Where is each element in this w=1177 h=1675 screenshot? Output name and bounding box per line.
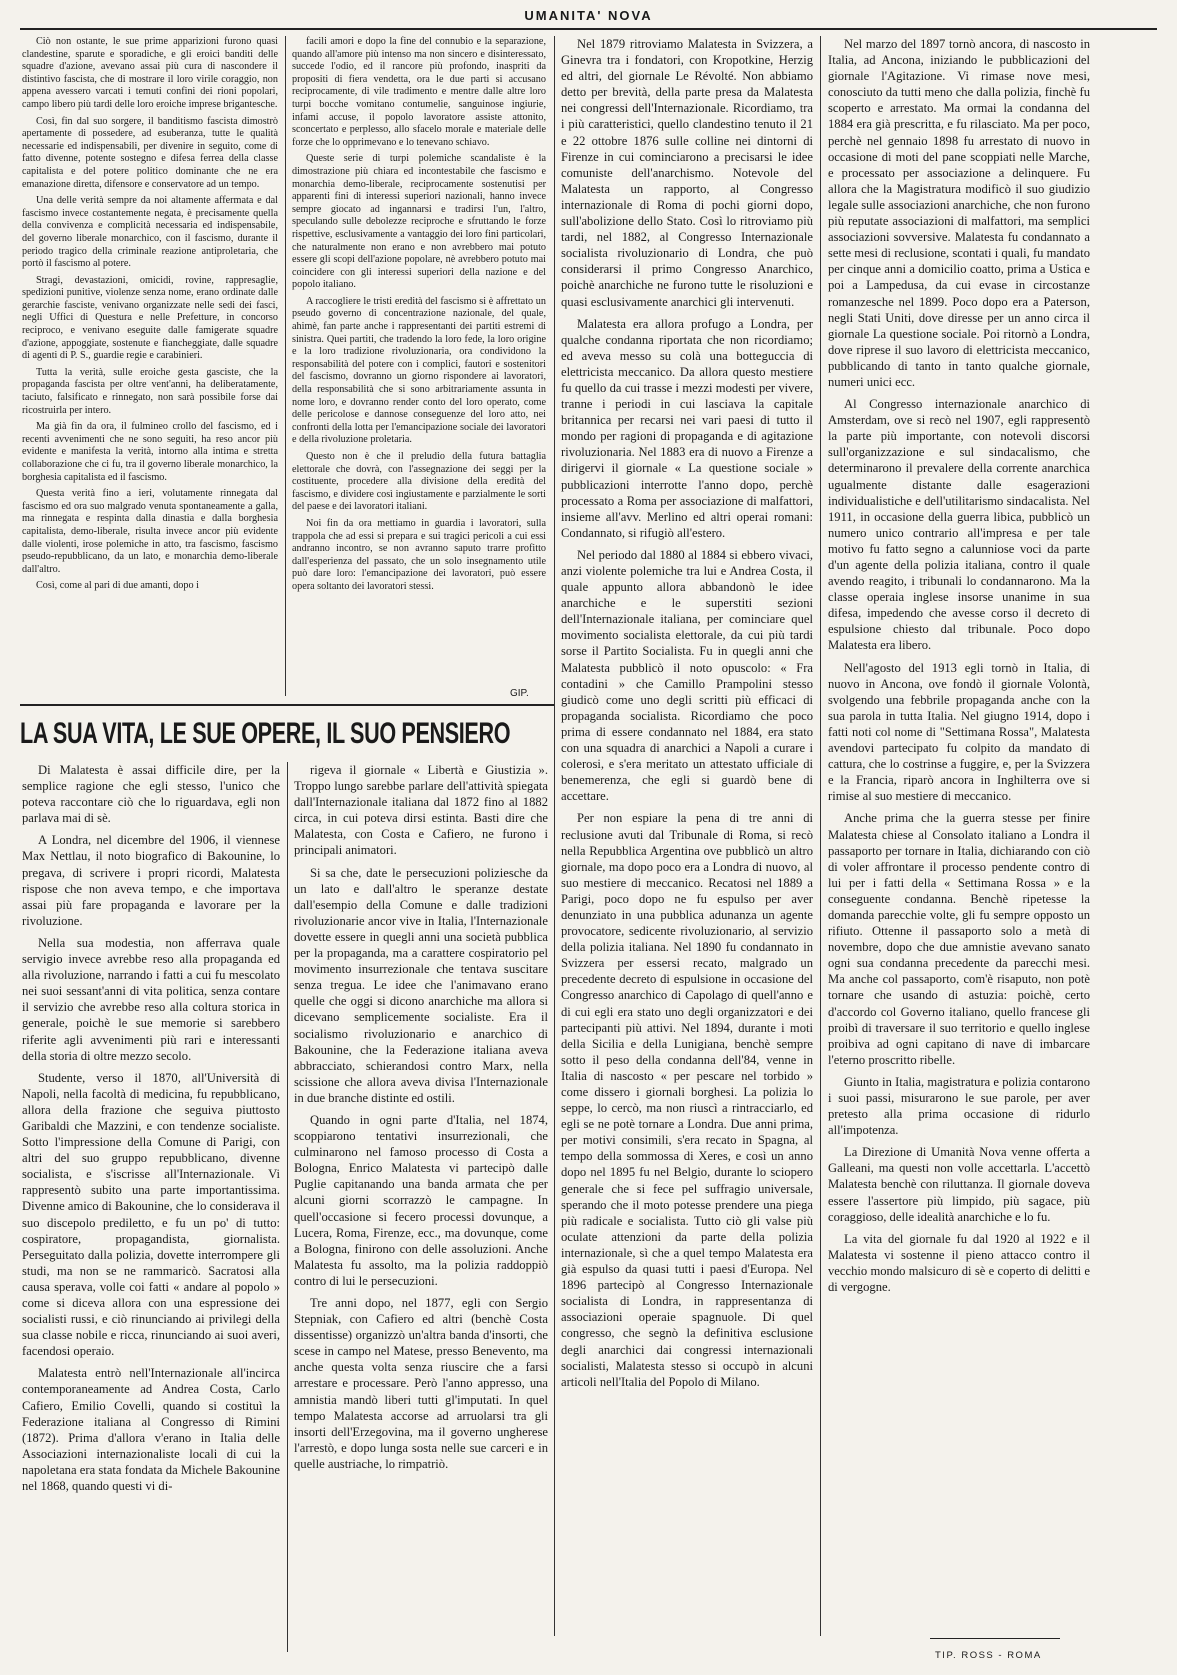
paragraph: Ciò non ostante, le sue prime apparizioni furono quasi clandestine, sparute e sporadiche, e gli eroici banditi delle squadre d'azione, avevano assai più cura di nascondere il distintivo fascista, che di mostrare il loro virile coraggio, non appena avessero varcati i temuti confini dei rioni popolari, campo libero più tardi delle loro eroiche imprese brigantesche. [22, 36, 278, 110]
paragraph: Così, fin dal suo sorgere, il banditismo fascista dimostrò apertamente di possedere, ad esuberanza, tutte le qualità necessarie ed indispensabili, per divenire in seguito, come di fatto divenne, potente sostegno e difesa ferrea della classe capitalista e del potere politico dominante che ne era emanazione diretta, difensore e conservatore ad un tempo. [22, 115, 278, 190]
paragraph: facili amori e dopo la fine del connubio e la separazione, quando all'amore più intenso ma non sincero e disinteressato, succede l'odio, ed il rancore più profondo, inaspriti da propositi di fiera vendetta, ora le due parti si accusano reciprocamente, di vile tradimento e mentre dalle altre loro turpi bocche vomitano contumelie, sanguinose ingiurie, infami accuse, il popolo lavoratore assiste attonito, sconcertato e perplesso, allo sfacelo morale e materiale delle forze che lo opprimevano e lo tenevano schiavo. [292, 36, 546, 148]
column-rule [287, 762, 288, 1652]
paragraph: Queste serie di turpi polemiche scandaliste è la dimostrazione più chiara ed incontestabile che fascismo e monarchia demo-liberale, reciprocamente sostenutisi per apparenti fini di interessi superiori nazionali, hanno invece sempre giocato ad ingannarsi e tradirsi l'un, l'altro, speculando sulle debolezze reciproche e sfruttando le forze rispettive, esclusivamente a vantaggio dei loro fini particolari, che naturalmente non erano e non avrebbero mai potuto essere gli scopi dell'azione popolare, nè avrebbero potuto mai coincidere con gli interessi superiori della nazione e del popolo italiano. [292, 153, 546, 291]
main-article-column-4 [828, 36, 1090, 1636]
paragraph: Giunto in Italia, magistratura e polizia contarono i suoi passi, misurarono le sue parole, per aver pretesto alla prima occasione di ridurlo all'impotenza. [828, 1074, 1090, 1138]
newspaper-title: UMANITA' NOVA [524, 8, 653, 23]
column-rule [285, 36, 286, 696]
top-article-column-1 [22, 36, 278, 688]
paragraph: Nel marzo del 1897 tornò ancora, di nascosto in Italia, ad Ancona, iniziando le pubblicazioni del giornale l'Agitazione. Vi rimase nove mesi, conosciuto da tutti meno che dalla polizia, finchè fu scoperto e arrestato. Ma ormai la condanna del 1884 era già prescritta, e fu rilasciato. Ma per poco, perchè nel gennaio 1898 fu arrestato di nuovo in occasione di moti del pane scoppiati nelle Marche, e processato per associazione a delinquere. Fu allora che la Magistratura modificò il suo giudizio legale sulle associazioni anarchiche, che non furono più reputate associazioni di malfattori, ma semplici associazioni sovversive. Malatesta fu condannato a sette mesi di reclusione, scontati i quali, fu mandato per cinque anni a domicilio coatto, prima a Ustica e poi a Lampedusa, da cui evase in circostanze romanzesche nel 1899. Poco dopo era a Paterson, negli Stati Uniti, dove diresse per un anno circa il giornale La questione sociale. Poi ritornò a Londra, dove riprese il suo lavoro di elettricista meccanico, pubblicando di tanto in tanto qualche giornale, numeri unici ecc. [828, 37, 1090, 389]
column-rule [820, 36, 821, 1636]
paragraph: Di Malatesta è assai difficile dire, per la semplice ragione che egli stesso, l'unico che poteva raccontare ciò che lo riguardava, egli non parlava mai di sè. [22, 763, 280, 826]
article-signature: GIP. [510, 688, 529, 699]
paragraph: Stragi, devastazioni, omicidi, rovine, rappresaglie, spedizioni punitive, violenze senza nome, erano ordinate dalle gerarchie fasciste, venivano organizzate nelle sedi dei fasci, negli Uffici di Questura e nelle Prefetture, in concorso reciproco, e venivano eseguite dalle famigerate squadre d'azione, appoggiate, sostenute e fiancheggiate, dalle squadre di agenti di P. S., guardie regie e carabinieri. [22, 274, 278, 362]
end-rule [930, 1638, 1060, 1639]
section-rule [20, 704, 555, 706]
paragraph: Si sa che, date le persecuzioni poliziesche da un lato e dall'altro le speranze destate dall'esempio della Comune e dalle tradizioni rivoluzionarie ancor vive in Italia, l'Internazionale dovette essere in quegli anni una società pubblica per la propaganda, ma a carattere cospiratorio pel movimento insurrezionale che tentava suscitare senza tregua. Le idee che l'animavano erano quelle che oggi si dicono anarchiche ma allora si dicevano semplicemente socialiste. Era il socialismo rivoluzionario e anarchico di Bakounine, che la Federazione italiana aveva abbracciato, schierandosi contro Marx, nella scissione che allora aveva divisa l'Internazionale in due branche distinte ed ostili. [294, 865, 548, 1105]
paragraph: Quando in ogni parte d'Italia, nel 1874, scoppiarono tentativi insurrezionali, che culminarono nel famoso processo di Costa a Bologna, Enrico Malatesta vi partecipò dalle Puglie capitanando una banda armata che per alcuni giorni scorrazzò le campagne. In quell'occasione si fecero processi dovunque, a Lucera, Roma, Firenze, ecc., ma dovunque, come a Bologna, finirono con delle assoluzioni. Anche Malatesta fu assolto, ma la polizia raddoppiò contro di lui le persecuzioni. [294, 1112, 548, 1288]
top-article-column-2 [292, 36, 546, 688]
paragraph: Nel 1879 ritroviamo Malatesta in Svizzera, a Ginevra tra i fondatori, con Kropotkine, Herzig ed altri, del giornale Le Révolté. Non abbiamo detto per brevità, della parte presa da Malatesta nei congressi dell'Internazionale. Ricordiamo, tra i più caratteristici, quello clandestino tenuto il 21 e 22 ottobre 1876 sulle colline nei dintorni di Firenze in cui cominciarono a precisarsi le idee comuniste dell'anarchismo. Notevole del Malatesta un rapporto, al Congresso internazionale di Roma di pochi giorni dopo, sull'abolizione dello Stato. Così lo ritroviamo più tardi, nel 1882, al Congresso Internazionale socialista rivoluzionario di Londra, che può considerarsi il primo Congresso Anarchico, poichè anarchiche ne furono tutte le risoluzioni e quasi esclusivamente anarchici gli intervenuti. [561, 37, 813, 309]
paragraph: Questo non è che il preludio della futura battaglia elettorale che dovrà, con l'assegnazione dei seggi per la costituente, procedere alla divisione della eredità del fascismo, e dividere così ingiustamente e parzialmente le sorti del paese e dei lavoratori italiani. [292, 451, 546, 513]
paragraph: Una delle verità sempre da noi altamente affermata e dal fascismo invece costantemente negata, è precisamente quella della convivenza e complicità necessaria ed indispensabile, del governo liberale monarchico, con il fascismo, durante il periodo tragico della criminale reazione antiproletaria, che portò il fascismo al potere. [22, 195, 278, 270]
paragraph: Malatesta era allora profugo a Londra, per qualche condanna riportata che non ricordiamo; ed aveva messo su colà una botteguccia di elettricista meccanico. Da allora questo mestiere fu quello da cui trasse i mezzi modesti per vivere, tranne i periodi in cui lasciava la capitale britannica per recarsi nei vari paesi di tutto il mondo per ragioni di propaganda e di agitazione rivoluzionaria. Nel 1883 era di nuovo a Firenze a dirigervi il giornale « La questione sociale » pubblicazioni interrotte l'anno dopo, perchè processato a Roma per associazione di malfattori, insieme all'avv. Merlino ed altri operai romani: Condannato, si rifugiò all'estero. [561, 316, 813, 540]
main-article-column-3 [561, 36, 813, 1652]
paragraph: Anche prima che la guerra stesse per finire Malatesta chiese al Consolato italiano a Londra il passaporto per tornare in Italia, dichiarando con ciò di voler affrontare il processo pendente contro di lui per i fatti della « Settimana Rossa » e la conseguente condanna. Benchè ripetesse la domanda parecchie volte, gli fu sempre opposto un rifiuto. Ottenne il passaporto solo a metà di novembre, dopo che due amnistie avevano sanato ogni sua condanna precedente da parecchi mesi. Ma anche col passaporto, com'è risaputo, non potè tornare che usando di astuzia: poichè, certo d'accordo col Governo italiano, quello francese gli proibì di traversare il suo territorio e quello inglese proibiva ad ogni capitano di nave di imbarcare l'eterno proscritto ribelle. [828, 811, 1090, 1067]
paragraph: Nella sua modestia, non afferrava quale servigio invece avrebbe reso alla propaganda ed alla rivoluzione, narrando i fatti a cui fu mescolato nei suoi sessant'anni di vita politica, senza contare il servizio che avrebbe reso alla coltura storica in generale, poichè le sue memorie si sarebbero riferite agli avvenimenti più rari e interessanti della storia di oltre mezzo secolo. [22, 935, 280, 1063]
paragraph: Tutta la verità, sulle eroiche gesta gasciste, che la propaganda fascista per oltre vent'anni, ha deliberatamente, taciuto, falsificato e rinnegato, non sarà possibile forse dai ricostruirla per intero. [22, 366, 278, 416]
paragraph: Tre anni dopo, nel 1877, egli con Sergio Stepniak, con Cafiero ed altri (benchè Costa dissentisse) organizzò un'altra banda d'insorti, che scese in campo nel Matese, presso Benevento, ma anche questa volta senza riuscire che a farsi arrestare e processare. Però l'anno appresso, una amnistia mandò liberi tutti gl'imputati. In quel tempo Malatesta accorse ad arruolarsi tra gli insorti dell'Erzegovina, ma il governo ungherese l'arrestò, e dopo lunga sosta nelle sue carceri e in quelle austriache, lo rimpatriò. [294, 1296, 548, 1471]
main-headline: LA SUA VITA, LE SUE OPERE, IL SUO PENSIERO [20, 717, 511, 750]
paragraph: Così, come al pari di due amanti, dopo i [36, 580, 199, 592]
paragraph: rigeva il giornale « Libertà e Giustizia ». Troppo lungo sarebbe parlare dell'attività spiegata dall'Internazionale italiana dal 1872 fino al 1882 circa, in cui poteva dirsi estinta. Basti dire che Malatesta, con Costa e Cafiero, ne furono i principali animatori. [294, 763, 548, 858]
paragraph: Ma già fin da ora, il fulmineo crollo del fascismo, ed i recenti avvenimenti che ne sono seguiti, ha reso ancor più evidente e manifesta la verità, intorno alla intima e stretta collaborazione che ci fu, tra il governo liberale monarchico, la borghesia capitalista ed il fascismo. [22, 421, 278, 483]
paragraph: Questa verità fino a ieri, volutamente rinnegata dal fascismo ed ora suo malgrado venuta spontaneamente a galla, ma rinnegata e respinta dalla dinastia e dalla borghesia capitalista, demo-liberale, risulta invece ancor più evidente dalle violenti, irose polemiche in atto, tra fascismo, fascismo pseudo-repubblicano, da un lato, e monarchia demo-liberale dall'altro. [22, 488, 278, 575]
main-article-column-2 [294, 762, 548, 1652]
paragraph: A raccogliere le tristi eredità del fascismo si è affrettato un pseudo governo di concentrazione nazionale, del quale, ahimè, fan parte anche i rappresentanti dei partiti estremi di sinistra. Quei partiti, che tradendo la loro fede, la loro origine e la loro tradizione rivoluzionaria, ora condividono la responsabilità del potere con i complici, fautori e sostenitori del fascismo, dovranno un giorno rispondere ai lavoratori, della responsabilità che si sono arbitrariamente assunta in nome loro, e dovranno render conto del loro operato, come delle pericolose e dannose conseguenze del loro atto, nei confronti della lotta per l'emancipazione sociale dei lavoratori e della rivoluzione proletaria. [292, 295, 546, 446]
paragraph: La vita del giornale fu dal 1920 al 1922 e il Malatesta vi sostenne il pieno attacco contro il vecchio mondo malsicuro di sè e coperto di delitti e di vergogne. [828, 1231, 1090, 1295]
paragraph: Nell'agosto del 1913 egli tornò in Italia, di nuovo in Ancona, ove fondò il giornale Volontà, svolgendo una febbrile propaganda anche con la sua parola in tutta Italia. Nel giugno 1914, dopo i fatti noti col nome di "Settimana Rossa", Malatesta avendovi partecipato fu colpito da mandato di cattura, che lo costrinse a fuggire, e, per la Svizzera e la Francia, riparò ancora in Inghilterra ove si rimise al suo mestiere di meccanico. [828, 660, 1090, 804]
paragraph: La Direzione di Umanità Nova venne offerta a Galleani, ma questi non volle accettarla. L'accettò Malatesta benchè con riluttanza. Il giornale doveva essere l'assertore più limpido, più sagace, più coraggioso, delle idealità anarchiche e lo fu. [828, 1145, 1090, 1224]
paragraph: Noi fin da ora mettiamo in guardia i lavoratori, sulla trappola che ad essi si prepara e sui tragici pericoli a cui essi andranno incontro, se non avranno saputo trarre profitto dall'esperienza del passato, che un solo insegnamento utile può dare loro: l'emancipazione dei lavoratori, può essere opera soltanto dei lavoratori stessi. [292, 517, 546, 592]
paragraph: Malatesta entrò nell'Internazionale all'incirca contemporaneamente ad Andrea Costa, Carlo Cafiero, Emilio Covelli, quando si costituì la Federazione italiana al Congresso di Rimini (1872). Prima d'allora v'erano in Italia delle Associazioni internazionaliste locali di cui la napoletana era stata fondata da Michele Bakounine nel 1868, quando questi vi di- [22, 1366, 280, 1494]
paragraph: Per non espiare la pena di tre anni di reclusione avuti dal Tribunale di Roma, si recò nella Repubblica Argentina ove pubblicò un altro giornale, ma dopo poco era a Londra di nuovo, al suo mestiere di meccanico. Recatosi nel 1889 a Parigi, poco dopo ne fu espulso per aver denunziato in una pubblica adunanza un agente provocatore, sedicente rivoluzionario, al servizio della polizia italiana. Nel 1890 fu condannato in Svizzera per essersi recato, malgrado un precedente decreto di espulsione in occasione del Congresso anarchico di Capolago di quell'anno e di cui egli era stato uno degli organizzatori e dei partecipanti più attivi. Nel 1894, durante i moti della Sicilia e della Lunigiana, benchè sempre sotto il peso della condanna dell'84, venne in Italia di nascosto « per pescare nel torbido » come dissero i giornali borghesi. La polizia lo seppe, lo cercò, ma non riuscì a rintracciarlo, ed egli se ne potè tornare a Londra. Due anni prima, per motivi consimili, s'era recato in Spagna, al tempo della sommossa di Xeres, e così un anno dopo nel 1895 fu nel Belgio, durante lo sciopero generale che si fece pel suffragio universale, sperando che il moto potesse prendere una piega più radicale e socialista. Tutto ciò gli valse più oculate attenzioni da parte della polizia internazionale, sì che a quel tempo Malatesta era già espulso da quasi tutti i paesi d'Europa. Nel 1896 partecipò al Congresso Internazionale socialista di Londra, in rappresentanza di associazioni operaie spagnuole. Di quel congresso, che segnò la definitiva esclusione degli anarchici dai congressi internazionali socialisti, Malatesta stesso si occupò in alcuni articoli nell'Italia del Popolo di Milano. [561, 811, 813, 1389]
column-rule [554, 36, 555, 1636]
paragraph: Studente, verso il 1870, all'Università di Napoli, nella facoltà di medicina, fu repubblicano, allora della frazione che seguiva piuttosto Garibaldi che Mazzini, e con tendenze socialiste. Sotto l'impressione della Comune di Parigi, con altri del suo gruppo repubblicano, divenne socialista, e s'iscrisse all'Internazionale. Vi rappresentò subito una parte importantissima. Divenne amico di Bakounine, che lo considerava il suo discepolo prediletto, e fu un po' di tutto: cospiratore, propagandista, giornalista. Perseguitato dalla polizia, dovette interrompere gli studi, ma non se ne rammaricò. Sacratosi alla causa sperava, volle coi fatti « andare al popolo » come si diceva allora con una espressione dei socialisti russi, e ciò rinunciando ai privilegi della sua classe nobile e ricca, rinunciando ai suoi averi, facendosi operaio. [22, 1070, 280, 1359]
paragraph: Nel periodo dal 1880 al 1884 si ebbero vivaci, anzi violente polemiche tra lui e Andrea Costa, il quale appunto allora abbandonò le idee anarchiche e le superstiti sezioni dell'Internazionale italiana, per cominciare quel movimento socialista elettorale, da cui più tardi sorse il Partito Socialista. Fu in quegli anni che Malatesta pubblicò il noto opuscolo: « Fra contadini » che Camillo Prampolini stesso giudicò come uno degli scritti più efficaci di propaganda socialista. Ricordiamo che poco prima di essere condannato nel 1884, era stato con una squadra di anarchici a Napoli a curare i colerosi, e s'era meritato un attestato ufficiale di benemerenza, che egli si guardò bene di accettare. [561, 547, 813, 804]
paragraph: Al Congresso internazionale anarchico di Amsterdam, ove si recò nel 1907, egli rappresentò la parte più importante, con notevoli discorsi sull'organizzazione e sul sindacalismo, che determinarono il prevalere della corrente anarchica ugualmente distante dalle esagerazioni individualistiche e dell'utilitarismo sindacalista. Nel 1911, in occasione della guerra libica, pubblicò un numero unico contrario all'impresa e per tale motivo fu fatto segno a calunniose voci da parte d'un agente della polizia italiana, contro il quale avendo reagito, i tribunali lo condannarono. Ma la classe operaia inglese insorse unanime in sua difesa, impedendo che avesse corso il decreto di espulsione chiesto dal tribunale. Poco dopo Malatesta era libero. [828, 397, 1090, 653]
printer-imprint: TIP. ROSS - ROMA [935, 1650, 1042, 1661]
main-article-column-1 [22, 762, 280, 1652]
masthead [20, 6, 1157, 30]
paragraph: A Londra, nel dicembre del 1906, il viennese Max Nettlau, il noto biografico di Bakounine, lo pregava, di scrivere i propri ricordi, Malatesta rispose che non aveva tempo, e che importava assai più fare propaganda e lavorare per la rivoluzione. [22, 833, 280, 928]
